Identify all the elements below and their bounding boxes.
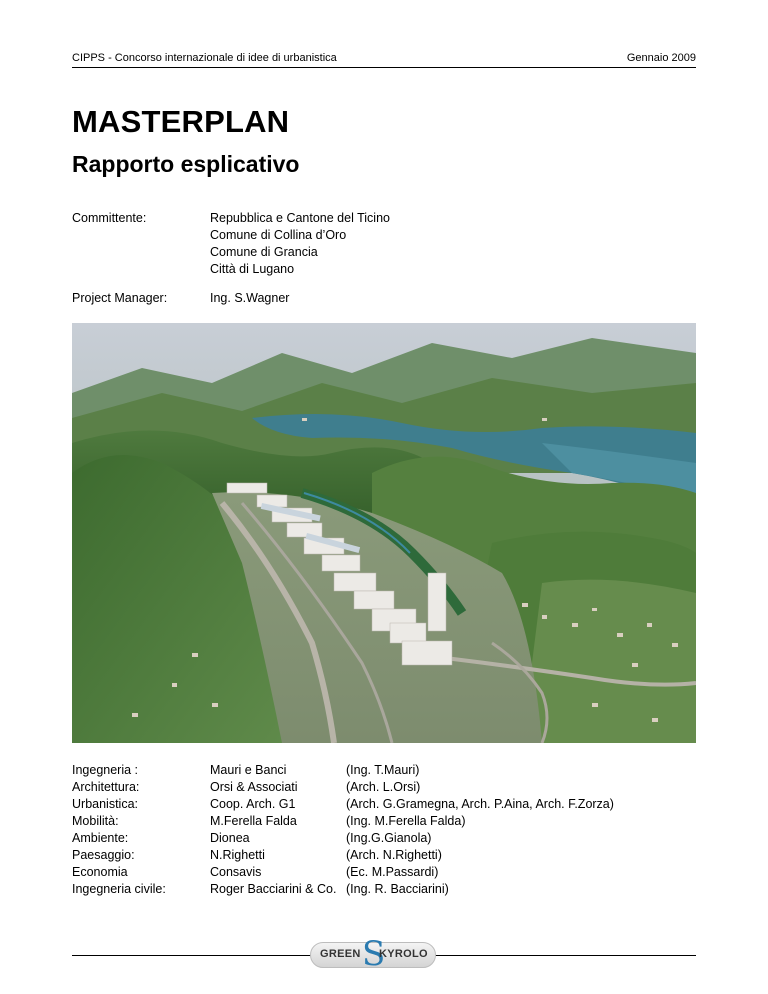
committente-label: Committente: [72,211,147,225]
credit-role: Paesaggio: [72,848,135,862]
credit-firm: Consavis [210,865,262,879]
credit-role: Ambiente: [72,831,129,845]
page-header [72,52,696,68]
credits-firms-column [210,762,348,898]
credit-person: (Ing. M.Ferella Falda) [346,814,466,828]
header-date: Gennaio 2009 [626,52,696,64]
document-title: MASTERPLAN [72,104,290,139]
credit-person: (Ing. R. Bacciarini) [346,882,449,896]
logo-word-kyrolo: KYROLO [379,948,428,960]
credit-firm: Orsi & Associati [210,780,298,794]
credit-firm: Coop. Arch. G1 [210,797,296,811]
credit-role: Ingegneria civile: [72,882,166,896]
credit-firm: Dionea [210,831,250,845]
logo-s-mark-icon: S [362,934,386,974]
header-contest-title: CIPPS - Concorso internazionale di idee di urbanistica [72,52,337,64]
greenskyrolo-logo [310,934,436,976]
logo-word-green: GREEN [320,948,361,960]
committente-value: Comune di Grancia [210,245,318,259]
committente-value: Città di Lugano [210,262,295,276]
aerial-rendering-graphic [72,323,696,743]
credit-person: (Arch. G.Gramegna, Arch. P.Aina, Arch. F.Zorza) [346,797,614,811]
credit-firm: M.Ferella Falda [210,814,297,828]
credit-role: Ingegneria : [72,763,139,777]
credit-role: Architettura: [72,780,140,794]
credit-role: Mobilità: [72,814,119,828]
committente-value: Repubblica e Cantone del Ticino [210,211,390,225]
footer-rule-left [72,955,312,956]
committente-values [210,210,390,278]
credit-role: Economia [72,865,128,879]
credit-role: Urbanistica: [72,797,138,811]
credit-firm: Roger Bacciarini & Co. [210,882,337,896]
document-subtitle: Rapporto esplicativo [72,151,300,177]
credits-roles-column [72,762,210,898]
credit-firm: N.Righetti [210,848,265,862]
aerial-masterplan-rendering [72,323,696,743]
credit-person: (Ing. T.Mauri) [346,763,420,777]
credit-person: (Ing.G.Gianola) [346,831,432,845]
footer-rule-right [434,955,696,956]
credits-persons-column [346,762,614,898]
credit-person: (Ec. M.Passardi) [346,865,439,879]
credit-person: (Arch. L.Orsi) [346,780,421,794]
credit-firm: Mauri e Banci [210,763,287,777]
project-manager-label: Project Manager: [72,291,168,305]
credit-person: (Arch. N.Righetti) [346,848,442,862]
project-manager-value: Ing. S.Wagner [210,291,290,305]
committente-value: Comune di Collina d’Oro [210,228,347,242]
